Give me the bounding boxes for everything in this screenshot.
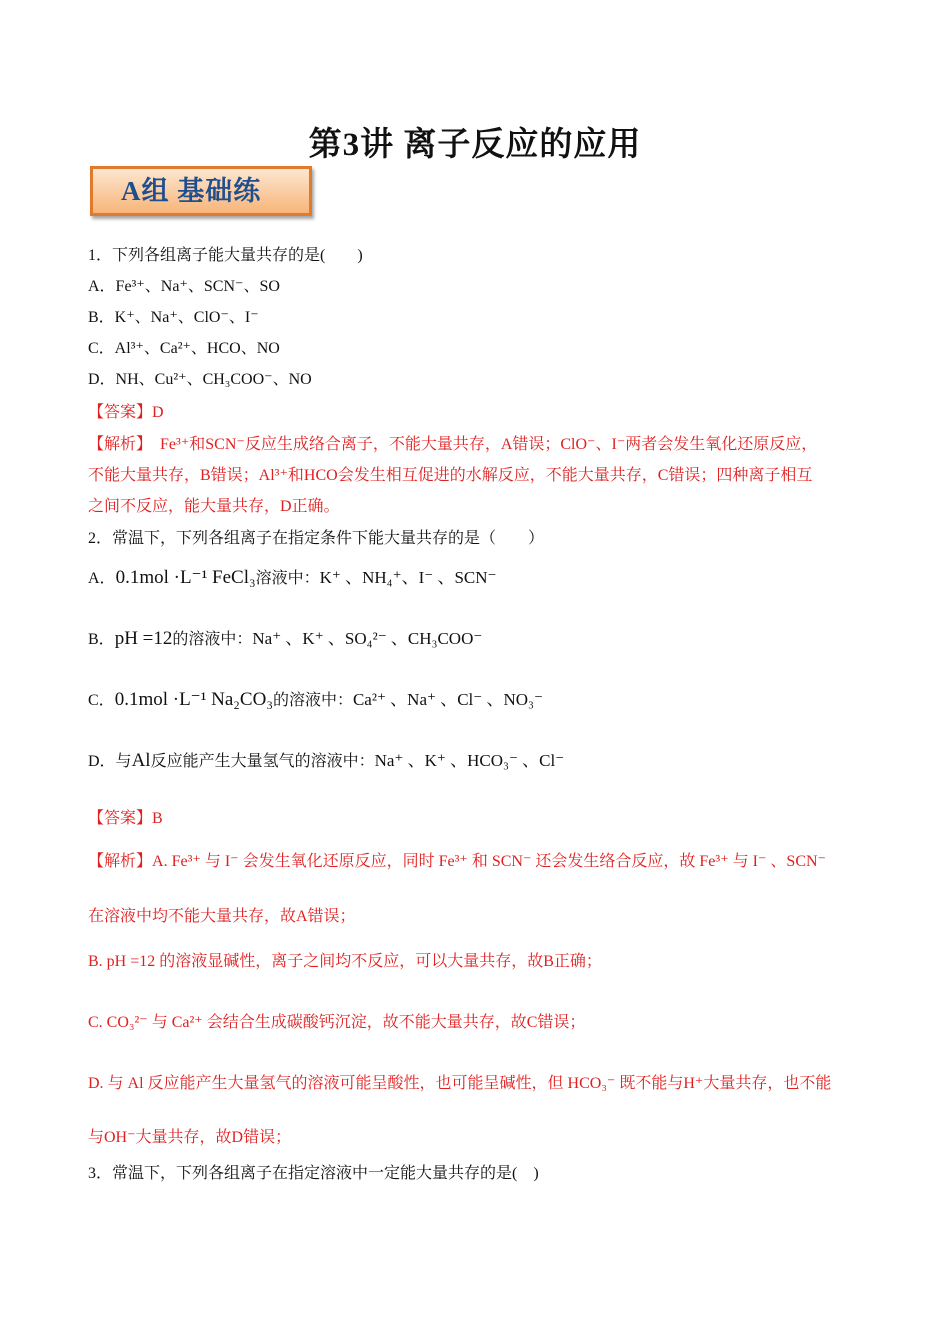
metal-symbol: Al xyxy=(131,750,151,771)
q1-analysis-line-1 xyxy=(88,431,817,454)
analysis-tag: 【解析】 xyxy=(88,853,153,870)
ion-list: Ca²⁺ 、Na⁺ 、Cl⁻ 、NO₃⁻ xyxy=(352,690,543,709)
q1-option-c: C．Al³⁺、Ca²⁺、HCO、NO xyxy=(88,340,280,357)
answer-value: D xyxy=(152,404,164,421)
q2-answer xyxy=(88,805,163,828)
q2-option-a xyxy=(88,563,497,589)
condition-formula: pH =12 xyxy=(114,628,173,649)
q2-option-c xyxy=(88,685,543,711)
option-prefix: B． xyxy=(88,631,115,648)
answer-tag: 【答案】 xyxy=(88,404,153,421)
q2-analysis-d-line-1: D. 与 Al 反应能产生大量氢气的溶液可能呈酸性，也可能呈碱性，但 HCO₃⁻ 既不能与H⁺大量共存，也不能 xyxy=(88,1075,832,1092)
option-prefix: D．与 xyxy=(88,753,132,770)
condition-formula: 0.1mol ·L⁻¹ Na₂CO₃ xyxy=(114,689,273,710)
option-text: 的溶液中： xyxy=(272,692,353,709)
q2-option-b xyxy=(88,624,482,650)
analysis-tag: 【解析】 xyxy=(88,436,145,453)
analysis-text: Fe³⁺和SCN⁻反应生成络合离子，不能大量共存，A错误；ClO⁻、I⁻两者会发生氧化还原反应， xyxy=(144,436,818,453)
option-prefix: C． xyxy=(88,692,115,709)
q1-analysis-line-3: 之间不反应，能大量共存，D正确。 xyxy=(88,498,340,515)
option-prefix: A． xyxy=(88,570,116,587)
analysis-text: A. Fe³⁺ 与 I⁻ 会发生氧化还原反应，同时 Fe³⁺ 和 SCN⁻ 还会发生络合反应，故 Fe³⁺ 与 I⁻ 、SCN⁻ xyxy=(152,853,826,870)
answer-tag: 【答案】 xyxy=(88,810,153,827)
q3-stem: 3．常温下，下列各组离子在指定溶液中一定能大量共存的是( ) xyxy=(88,1165,539,1182)
ion-list: K⁺ 、NH₄⁺、I⁻ 、SCN⁻ xyxy=(319,568,497,587)
q1-option-b: B．K⁺、Na⁺、ClO⁻、I⁻ xyxy=(88,309,259,326)
option-text: 溶液中： xyxy=(255,570,320,587)
q1-stem: 1．下列各组离子能大量共存的是( ) xyxy=(88,247,363,264)
group-banner: A组 基础练 xyxy=(90,166,312,216)
q2-analysis-a-line-1 xyxy=(88,848,826,871)
q1-option-d: D．NH、Cu²⁺、CH₃COO⁻、NO xyxy=(88,371,312,388)
q2-analysis-a-line-2: 在溶液中均不能大量共存，故A错误； xyxy=(88,908,356,925)
q1-answer xyxy=(88,399,164,422)
q1-option-a: A．Fe³⁺、Na⁺、SCN⁻、SO xyxy=(88,278,280,295)
q2-analysis-d-line-2: 与OH⁻大量共存，故D错误； xyxy=(88,1129,292,1146)
q1-analysis-line-2: 不能大量共存，B错误；Al³⁺和HCO会发生相互促进的水解反应，不能大量共存，C错误；四种离子相互 xyxy=(88,467,813,484)
condition-formula: 0.1mol ·L⁻¹ FeCl₃ xyxy=(115,567,256,588)
ion-list: Na⁺ 、K⁺ 、HCO₃⁻ 、Cl⁻ xyxy=(374,751,565,770)
q2-analysis-c: C. CO₃²⁻ 与 Ca²⁺ 会结合生成碳酸钙沉淀，故不能大量共存，故C错误； xyxy=(88,1014,586,1031)
answer-value: B xyxy=(152,810,163,827)
q2-stem: 2．常温下，下列各组离子在指定条件下能大量共存的是（ ） xyxy=(88,530,545,547)
option-text: 反应能产生大量氢气的溶液中： xyxy=(150,753,375,770)
page-title: 第3讲 离子反应的应用 xyxy=(308,127,642,163)
q2-option-d xyxy=(88,746,564,772)
q2-analysis-b: B. pH =12 的溶液显碱性，离子之间均不反应，可以大量共存，故B正确； xyxy=(88,953,602,970)
option-text: 的溶液中： xyxy=(172,631,253,648)
ion-list: Na⁺ 、K⁺ 、SO₄²⁻ 、CH₃COO⁻ xyxy=(252,629,483,648)
